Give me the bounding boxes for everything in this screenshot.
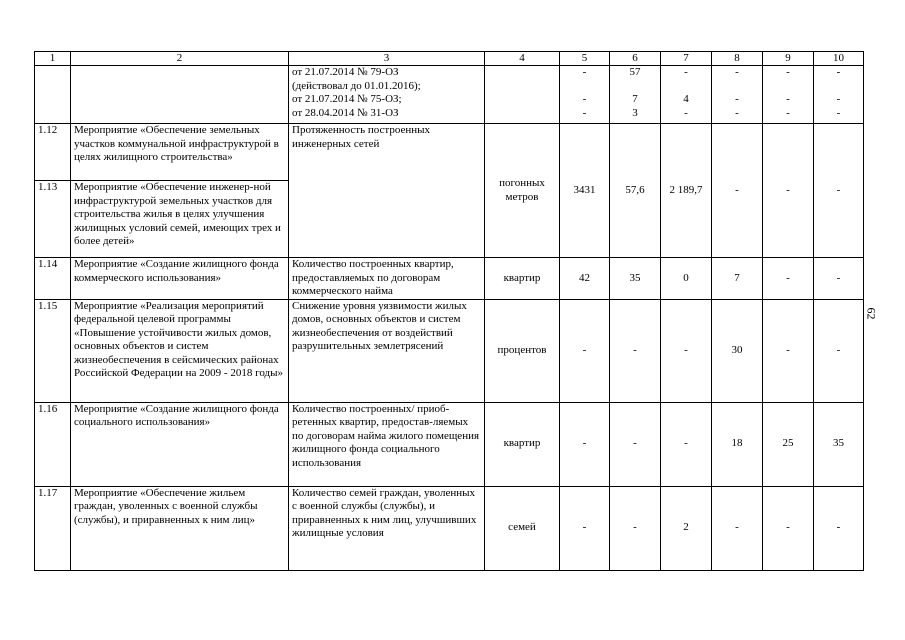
- value-col8: 30: [712, 299, 763, 402]
- name-cell: [71, 66, 289, 124]
- value-col9: -: [763, 258, 814, 300]
- value-col6: 35: [610, 258, 661, 300]
- header-cell: 2: [71, 52, 289, 66]
- table-row-continuation: [35, 66, 864, 124]
- value-col7: -: [661, 402, 712, 486]
- value-line: 3: [632, 106, 638, 119]
- table-row: [35, 258, 864, 300]
- value-line: -: [836, 106, 841, 119]
- header-cell: 10: [814, 52, 864, 66]
- value-col6: -: [610, 486, 661, 570]
- value-line: -: [684, 66, 688, 78]
- value-col7: 0: [661, 258, 712, 300]
- value-col5: -: [560, 486, 610, 570]
- value-col5: -: [560, 299, 610, 402]
- law-ref-line: от 21.07.2014 № 75-ОЗ;: [292, 93, 402, 105]
- value-line: -: [735, 66, 739, 78]
- law-ref-line: от 28.04.2014 № 31-ОЗ: [292, 106, 399, 119]
- value-line: -: [582, 93, 587, 105]
- row-number: 1.15: [35, 299, 71, 402]
- value-line: -: [735, 93, 739, 105]
- value-col10: -: [814, 486, 864, 570]
- measure-name: Мероприятие «Реализация мероприятий федеральной целевой программы «Повышение устойчивости жилых домов, основных объектов и систем жизнеобеспечения в сейсмических районах Российской Федерации на 2009 - 2018 годы»: [71, 299, 289, 402]
- value-line: -: [786, 66, 790, 78]
- unit-text: семей: [485, 486, 560, 570]
- indicator-cell: [289, 66, 485, 124]
- value-line: [563, 80, 606, 94]
- value-col8: 7: [712, 258, 763, 300]
- indicator-text: Снижение уровня уязвимости жилых домов, основных объектов и систем жизнеобеспечения от воздействий разрушительных землетрясений: [289, 299, 485, 402]
- value-line: -: [836, 93, 841, 105]
- value-cell-col6: [610, 66, 661, 124]
- header-cell: 5: [560, 52, 610, 66]
- value-col10: -: [814, 299, 864, 402]
- value-line: [817, 80, 860, 94]
- value-col7: 2: [661, 486, 712, 570]
- value-line: 4: [683, 93, 689, 105]
- unit-text: квартир: [485, 258, 560, 300]
- header-cell: 3: [289, 52, 485, 66]
- table-row: [35, 124, 864, 181]
- header-cell: 8: [712, 52, 763, 66]
- header-row: [35, 52, 864, 66]
- value-col5: 42: [560, 258, 610, 300]
- unit-text: погонных метров: [485, 124, 560, 258]
- header-cell: 9: [763, 52, 814, 66]
- value-line: [715, 80, 759, 94]
- page-number: 62: [864, 307, 879, 320]
- value-line: [613, 80, 657, 94]
- value-col5: 3431: [560, 124, 610, 258]
- value-line: [766, 80, 810, 94]
- unit-cell: [485, 66, 560, 124]
- value-cell-col8: [712, 66, 763, 124]
- value-col10: -: [814, 258, 864, 300]
- table-row: [35, 299, 864, 402]
- value-col8: -: [712, 486, 763, 570]
- row-number: 1.13: [35, 181, 71, 258]
- indicator-text: Протяженность построенных инженерных сетей: [289, 124, 485, 258]
- value-col6: -: [610, 299, 661, 402]
- value-col9: -: [763, 299, 814, 402]
- program-indicators-table: [34, 51, 864, 571]
- value-cell-col5: [560, 66, 610, 124]
- value-line: -: [735, 106, 739, 119]
- unit-text: квартир: [485, 402, 560, 486]
- value-cell-col7: [661, 66, 712, 124]
- value-col9: -: [763, 486, 814, 570]
- law-ref-line: (действовал до 01.01.2016);: [292, 79, 421, 92]
- value-col8: 18: [712, 402, 763, 486]
- value-col8: -: [712, 124, 763, 258]
- measure-name: Мероприятие «Создание жилищного фонда социального использования»: [71, 402, 289, 486]
- measure-name: Мероприятие «Обеспечение жильем граждан, уволенных с военной службы (службы), и приравненных к ним лиц»: [71, 486, 289, 570]
- indicator-text: Количество построенных квартир, предоставляемых по договорам коммерческого найма: [289, 258, 485, 300]
- value-line: -: [786, 93, 790, 105]
- number-cell: [35, 66, 71, 124]
- value-col7: 2 189,7: [661, 124, 712, 258]
- value-col6: -: [610, 402, 661, 486]
- value-col7: -: [661, 299, 712, 402]
- value-col10: -: [814, 124, 864, 258]
- row-number: 1.16: [35, 402, 71, 486]
- value-line: -: [582, 106, 587, 119]
- measure-name: Мероприятие «Обеспечение земельных участков коммунальной инфраструктурой в целях жилищного строительства»: [71, 124, 289, 181]
- value-cell-col10: [814, 66, 864, 124]
- measure-name: Мероприятие «Создание жилищного фонда коммерческого использования»: [71, 258, 289, 300]
- row-number: 1.14: [35, 258, 71, 300]
- value-line: 7: [632, 93, 638, 105]
- value-col9: -: [763, 124, 814, 258]
- unit-text: процентов: [485, 299, 560, 402]
- table-row: [35, 402, 864, 486]
- value-line: [664, 80, 708, 94]
- row-number: 1.17: [35, 486, 71, 570]
- measure-name: Мероприятие «Обеспечение инженер-ной инфраструктурой земельных участков для строительства жилья в целях улучшения жилищных условий семей, имеющих трех и более детей»: [71, 181, 289, 258]
- value-col10: 35: [814, 402, 864, 486]
- value-col6: 57,6: [610, 124, 661, 258]
- header-cell: 1: [35, 52, 71, 66]
- value-line: -: [582, 66, 587, 78]
- header-cell: 6: [610, 52, 661, 66]
- value-line: 57: [629, 66, 641, 78]
- table-row: [35, 486, 864, 570]
- value-line: -: [836, 66, 841, 78]
- header-cell: 4: [485, 52, 560, 66]
- row-number: 1.12: [35, 124, 71, 181]
- value-col5: -: [560, 402, 610, 486]
- indicator-text: Количество семей граждан, уволенных с военной службы (службы), и приравненных к ним лиц, улучшивших жилищные условия: [289, 486, 485, 570]
- header-cell: 7: [661, 52, 712, 66]
- value-line: -: [786, 106, 790, 119]
- value-cell-col9: [763, 66, 814, 124]
- indicator-text: Количество построенных/ приоб-ретенных квартир, предостав-ляемых по договорам найма жилого помещения жилищного фонда социального использования: [289, 402, 485, 486]
- value-col9: 25: [763, 402, 814, 486]
- value-line: -: [684, 106, 688, 119]
- law-ref-line: от 21.07.2014 № 79-ОЗ: [292, 66, 399, 78]
